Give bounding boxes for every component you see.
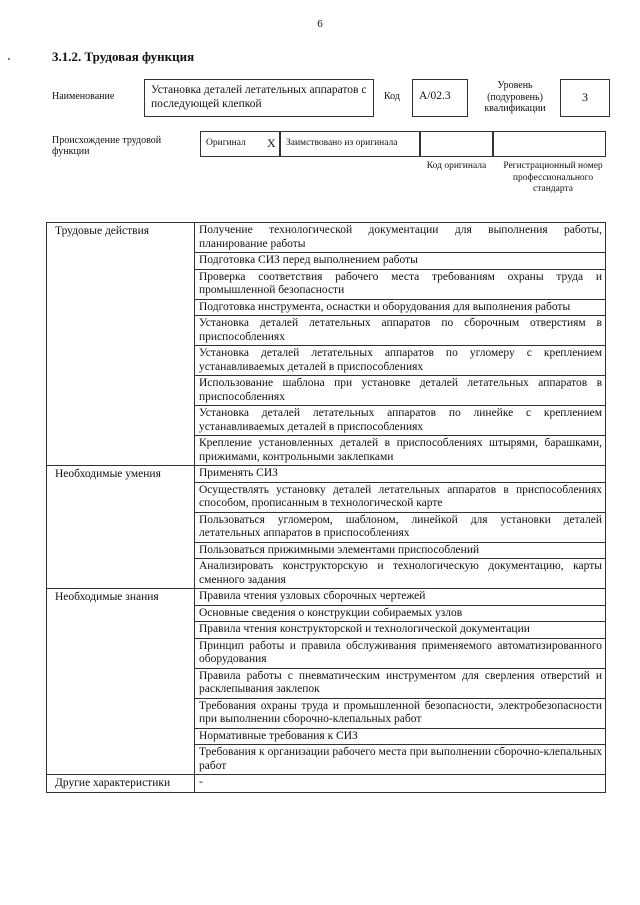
labor-actions-item: Установка деталей летательных аппаратов по угломеру с креплением устанавливаемых деталей в приспособлениях	[195, 346, 606, 376]
qualification-level-label: Уровень (подуровень) квалификации	[484, 80, 546, 114]
other-characteristics-label: Другие характеристики	[47, 775, 195, 793]
borrowed-label: Заимствовано из оригинала	[286, 138, 398, 148]
labor-actions-item: Подготовка СИЗ перед выполнением работы	[195, 253, 606, 270]
registration-number-cell	[493, 131, 606, 157]
original-cell	[200, 131, 280, 157]
borrowed-cell	[280, 131, 420, 157]
code-label: Код	[384, 91, 400, 102]
labor-actions-item: Использование шаблона при установке деталей летательных аппаратов в приспособлениях	[195, 376, 606, 406]
original-mark: Х	[267, 136, 276, 150]
required-skills-item: Осуществлять установку деталей летательных аппаратов в приспособлениях способом, прописанным в технологической карте	[195, 482, 606, 512]
required-knowledge-item: Правила чтения конструкторской и технологической документации	[195, 622, 606, 639]
required-knowledge-label: Необходимые знания	[47, 589, 195, 775]
required-knowledge-item: Принцип работы и правила обслуживания применяемого автоматизированного оборудования	[195, 638, 606, 668]
required-knowledge-item: Правила работы с пневматическим инструментом для сверления отверстий и расклепывания заклепок	[195, 668, 606, 698]
table-row	[47, 466, 606, 483]
required-knowledge-item: Правила чтения узловых сборочных чертежей	[195, 589, 606, 606]
scan-speck	[8, 58, 10, 60]
required-knowledge-item: Требования к организации рабочего места при выполнении сборочно-клепальных работ	[195, 745, 606, 775]
table-row	[47, 775, 606, 793]
table-row	[47, 589, 606, 606]
section-title: 3.1.2. Трудовая функция	[52, 49, 195, 64]
labor-actions-label: Трудовые действия	[47, 223, 195, 466]
labor-actions-item: Получение технологической документации для выполнения работы, планирование работы	[195, 223, 606, 253]
qualification-level-box: 3	[560, 79, 610, 117]
required-skills-label: Необходимые умения	[47, 466, 195, 589]
original-code-caption: Код оригинала	[426, 161, 487, 171]
name-label: Наименование	[52, 91, 115, 102]
page-number: 6	[317, 18, 323, 30]
required-skills-item: Пользоваться угломером, шаблоном, линейкой для установки деталей летательных аппаратов в приспособлениях	[195, 512, 606, 542]
function-name-box: Установка деталей летательных аппаратов с последующей клепкой	[144, 79, 374, 117]
required-knowledge-item: Нормативные требования к СИЗ	[195, 728, 606, 745]
table-row	[47, 223, 606, 253]
required-skills-item: Применять СИЗ	[195, 466, 606, 483]
other-characteristics-value: -	[195, 775, 606, 793]
function-code-box: А/02.3	[412, 79, 468, 117]
labor-actions-item: Установка деталей летательных аппаратов по линейке с креплением устанавливаемых деталей в приспособлениях	[195, 406, 606, 436]
required-skills-item: Пользоваться прижимными элементами приспособлений	[195, 542, 606, 559]
labor-actions-item: Установка деталей летательных аппаратов по сборочным отверстиям в приспособлениях	[195, 316, 606, 346]
labor-actions-item: Проверка соответствия рабочего места требованиям охраны труда и промышленной безопасности	[195, 269, 606, 299]
labor-function-table	[46, 222, 606, 793]
required-knowledge-item: Требования охраны труда и промышленной безопасности, электробезопасности при выполнении сборочно-клепальных работ	[195, 698, 606, 728]
labor-function-table-body	[47, 223, 606, 793]
origin-label: Происхождение трудовой функции	[52, 135, 162, 157]
required-skills-item: Анализировать конструкторскую и технологическую документацию, карты сменного задания	[195, 559, 606, 589]
registration-number-caption: Регистрационный номер профессионального стандарта	[503, 161, 603, 194]
labor-actions-item: Крепление установленных деталей в приспособлениях штырями, барашками, прижимами, контрольными заклепками	[195, 436, 606, 466]
required-knowledge-item: Основные сведения о конструкции собираемых узлов	[195, 605, 606, 622]
original-code-cell	[420, 131, 493, 157]
original-label: Оригинал	[206, 138, 246, 148]
labor-actions-item: Подготовка инструмента, оснастки и оборудования для выполнения работы	[195, 299, 606, 316]
